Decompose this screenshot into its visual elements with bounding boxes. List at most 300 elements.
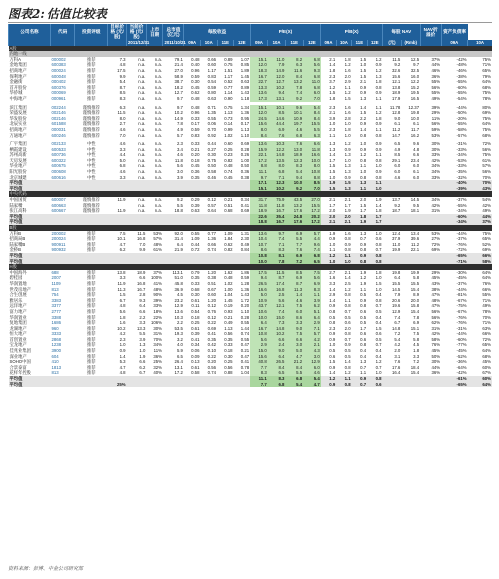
table-cell: 0.48 [191, 56, 200, 62]
table-cell: 3.3 [119, 174, 126, 180]
table-cell: 45% [431, 275, 441, 281]
table-cell: 恒大地产 [9, 331, 27, 337]
table-cell: 0.69 [207, 325, 217, 331]
table-cell: 5.6 [268, 298, 286, 304]
table-cell: 华侨城 [9, 90, 23, 96]
table-cell: 4.4 [303, 236, 321, 242]
table-cell: 5.7 [303, 331, 321, 337]
table-cell: 0.44 [207, 141, 217, 147]
header-subcell: 09A [441, 40, 467, 46]
table-cell: 18.1 [410, 208, 420, 214]
table-cell: -58% [456, 126, 467, 132]
table-cell: 1.5 [375, 325, 382, 331]
table-cell: 13.1 [174, 364, 183, 370]
table-cell: 4.5 [176, 292, 183, 298]
table-cell: n.a. [138, 110, 146, 116]
table-cell: 0.74 [207, 247, 217, 253]
table-cell: 10.6 [250, 309, 268, 315]
table-cell: 1.8 [375, 115, 382, 121]
table-cell: 0.61 [191, 297, 200, 303]
table-cell: SOHO中国 [9, 359, 31, 365]
table-cell: -76% [456, 241, 467, 247]
table-cell: 0.7 [375, 247, 382, 253]
table-cell: 0.8 [329, 308, 336, 314]
table-cell: 7.8 [176, 121, 183, 127]
table-cell: 43% [431, 280, 441, 286]
table-cell: 11.9 [117, 280, 126, 286]
table-cell: 56% [482, 146, 491, 152]
table-cell: 5.9 [176, 348, 183, 354]
table-cell: 13.6 [174, 308, 183, 314]
table-cell: 9.2 [394, 202, 401, 208]
table-cell: 66% [468, 253, 492, 259]
table-cell: 15.4 [410, 308, 420, 314]
table-cell: 0.27 [207, 146, 217, 152]
table-cell: 56% [431, 84, 441, 90]
table-cell: 6.9 [285, 275, 303, 281]
table-cell: 69% [431, 247, 441, 253]
table-cell: 1.1 [367, 180, 382, 186]
table-cell: 6.7 [119, 297, 126, 303]
table-cell: 1.31 [240, 230, 250, 236]
table-cell: 0.7 [352, 382, 367, 388]
table-cell: 2.3 [329, 126, 336, 132]
table-cell: 0.21 [240, 348, 250, 354]
table-cell: 3.9 [303, 298, 321, 304]
table-cell: 0.8 [344, 292, 351, 298]
table-cell: 0.12 [207, 314, 217, 320]
table-cell: 6.5 [394, 141, 401, 147]
table-cell: 754 [51, 292, 59, 298]
table-cell: 11.3 [117, 286, 126, 292]
table-cell: -60% [441, 214, 467, 220]
table-cell: 4.6 [119, 126, 126, 132]
table-cell: 10.3 [174, 314, 183, 320]
table-cell: 0.83 [207, 73, 217, 79]
table-cell: 0.8 [360, 157, 367, 163]
table-cell: 0.6 [344, 320, 351, 326]
table-cell: 1.6 [344, 230, 351, 236]
table-cell: 68% [482, 353, 491, 359]
table-cell: 600533 [51, 146, 66, 152]
table-cell: 1.6 [344, 104, 351, 110]
table-cell: 0.5 [344, 353, 351, 359]
table-cell: 5.6 [303, 62, 321, 68]
table-cell: 53% [153, 230, 162, 236]
table-cell: 58% [468, 259, 492, 265]
table-cell: 600376 [51, 84, 66, 90]
table-cell: 1.36 [240, 110, 250, 116]
table-cell: 陆家嘴B [9, 241, 26, 247]
table-cell: -76% [456, 320, 467, 326]
table-cell: 8.3 [285, 163, 303, 169]
table-cell: 1.28 [240, 280, 250, 286]
table-cell: 1.2 [344, 62, 351, 68]
table-cell: n.a. [138, 146, 146, 152]
table-cell: 首创置业 [9, 336, 27, 342]
table-cell: 9.0 [285, 326, 303, 332]
table-cell: n.a. [154, 126, 162, 132]
table-cell: 13.3 [250, 85, 268, 91]
table-cell: 1.89 [240, 67, 250, 73]
table-cell: 0.9 [360, 121, 367, 127]
table-cell: 2.1 [321, 219, 336, 225]
table-cell: 1.1 [303, 292, 321, 298]
table-cell: 0.63 [207, 95, 217, 101]
table-cell: -61% [441, 376, 467, 382]
table-cell: 1.9 [352, 219, 367, 225]
table-cell: 中性 [86, 169, 96, 175]
table-cell: 11.6 [285, 68, 303, 74]
table-cell: 0.74 [224, 169, 233, 175]
table-cell: 0.95 [240, 115, 250, 121]
table-cell: 8.8 [250, 163, 268, 169]
table-cell: 1.2 [375, 110, 382, 116]
table-cell: 0.69 [240, 141, 250, 147]
table-cell: 8.6 [250, 247, 268, 253]
table-cell: -67% [456, 297, 467, 303]
table-cell: 43% [468, 186, 492, 192]
table-cell: n.a. [138, 197, 146, 203]
table-cell: 64% [482, 275, 491, 281]
table-cell: 8.5 [285, 270, 303, 276]
table-cell: 0.33 [224, 342, 233, 348]
table-cell: 5.4 [285, 382, 303, 388]
table-cell [217, 382, 234, 388]
table-cell: 华润置地 [9, 280, 27, 286]
table-cell: 0.9 [329, 236, 336, 242]
table-cell: 1.2 [360, 275, 367, 281]
table-cell: 0.48 [191, 95, 200, 101]
table-cell: 8.0 [250, 127, 268, 133]
table-cell: 900911 [51, 241, 66, 247]
table-cell: 1.1 [375, 104, 382, 110]
table-cell: 79% [482, 73, 491, 79]
table-cell: 0.8 [375, 174, 382, 180]
table-cell: 7.0 [119, 132, 126, 138]
table-cell: 1.5 [321, 186, 336, 192]
table-cell: n.a. [154, 56, 162, 62]
table-cell: 0.55 [207, 115, 217, 121]
table-cell: 1.1 [375, 152, 382, 158]
table-cell: 4.4 [119, 152, 126, 158]
table-cell: 8.0 [303, 163, 321, 169]
table-cell: 72% [482, 141, 491, 147]
table-cell: 1.20 [207, 297, 217, 303]
table-cell: 6.3 [303, 133, 321, 139]
table-cell: 滨江集团 [9, 104, 27, 110]
table-cell: 000024 [51, 67, 66, 73]
header-cell: P/B(X) [321, 24, 383, 40]
section-label: 内地一线 [9, 51, 493, 57]
table-cell: 6.6 [139, 275, 146, 281]
table-cell: 0.9 [329, 303, 336, 309]
table-cell: 谨慎推荐 [82, 208, 100, 214]
table-cell: n.a. [138, 169, 146, 175]
table-cell: 600736 [51, 152, 66, 158]
table-cell: 12.2 [410, 79, 420, 85]
table-cell: 推荐 [86, 84, 96, 90]
table-cell: 57% [153, 236, 162, 242]
table-cell: 59% [431, 126, 441, 132]
table-cell: 8.3 [303, 287, 321, 293]
table-cell: 0.75 [224, 62, 233, 68]
table-cell: 0.56 [224, 364, 233, 370]
table-cell [401, 382, 420, 388]
table-cell: 49% [482, 303, 491, 309]
table-cell: 19.9 [391, 247, 401, 253]
table-cell: 0.9 [360, 90, 367, 96]
table-cell: 平均值 [9, 376, 51, 382]
table-cell: 33% [431, 152, 441, 158]
table-cell: 2.7 [329, 269, 336, 275]
table-cell: 62% [431, 320, 441, 326]
table-cell: 6.0 [303, 90, 321, 96]
table-cell: 1.35 [207, 110, 217, 116]
table-cell: 推荐 [86, 297, 96, 303]
table-cell: 3.1 [394, 353, 401, 359]
table-cell: 7.6 [268, 133, 286, 139]
table-cell: 1.9 [329, 230, 336, 236]
table-cell: 0.8 [360, 174, 367, 180]
table-cell: 1.8 [375, 269, 382, 275]
table-cell: 11.9 [117, 208, 126, 214]
table-cell: 0.4 [360, 348, 367, 354]
table-cell: 14.8 [268, 152, 286, 158]
table-cell: 华发股份 [9, 115, 27, 121]
table-cell: 0.60 [207, 292, 217, 298]
table-cell: 71% [482, 297, 491, 303]
table-cell: 复地集团 [9, 320, 27, 326]
table-cell: 0.90 [224, 95, 233, 101]
header-cell: 每股 NAV [383, 24, 421, 40]
table-cell: 招商地产 [9, 67, 27, 73]
table-cell: 15.1 [410, 325, 420, 331]
table-cell [50, 382, 74, 388]
table-cell: 45% [431, 348, 441, 354]
table-cell: 604 [51, 353, 59, 359]
table-cell: 2.4 [268, 342, 286, 348]
table-cell: 56% [482, 169, 491, 175]
table-cell: 48% [431, 297, 441, 303]
table-cell: 6.1 [413, 121, 420, 127]
table-cell: 11.9 [117, 197, 126, 203]
table-cell: 54% [482, 197, 491, 203]
table-cell: 2.1 [329, 110, 336, 116]
table-cell: 陆家嘴 [9, 202, 23, 208]
table-cell: 8.2 [285, 57, 303, 63]
table-cell: n.a. [138, 126, 146, 132]
table-cell: 13.8 [117, 269, 126, 275]
table-cell: 0.22 [207, 353, 217, 359]
table-cell: 5.4 [285, 169, 303, 175]
table-cell: 43.5 [285, 197, 303, 203]
table-cell: 64% [468, 382, 492, 388]
table-cell: 0.23 [224, 152, 233, 158]
table-cell: 2.9 [250, 342, 268, 348]
table-cell: 1813 [51, 364, 61, 370]
table-cell: 3.0 [303, 354, 321, 360]
table-cell [163, 382, 184, 388]
table-cell: 15.5 [303, 203, 321, 209]
table-cell: 92.0 [174, 230, 183, 236]
table-cell: 34% [153, 342, 162, 348]
table-cell: 0.51 [224, 202, 233, 208]
table-cell: 推荐 [86, 308, 96, 314]
table-cell: 3.9 [329, 115, 336, 121]
table-cell: 8.1 [268, 253, 286, 259]
header-cell: 投资评级 [75, 24, 108, 40]
table-cell: 5.6 [176, 163, 183, 169]
table-cell: 688 [51, 269, 59, 275]
table-cell: 0.7 [360, 236, 367, 242]
table-cell: 2.1 [329, 197, 336, 203]
table-cell: 推荐 [86, 314, 96, 320]
table-cell: 推荐 [86, 269, 96, 275]
table-cell: 推荐 [86, 336, 96, 342]
table-cell: 75% [482, 152, 491, 158]
table-cell: 9.7 [250, 175, 268, 181]
table-cell: 69% [482, 247, 491, 253]
table-cell: 万科A [9, 56, 21, 62]
table-cell: 9.2 [394, 62, 401, 68]
table-cell: 6.9 [413, 320, 420, 326]
table-cell: 0.7 [360, 364, 367, 370]
table-cell: n.a. [154, 202, 162, 208]
table-cell: 22.6 [250, 214, 268, 220]
table-cell: 0.6 [329, 353, 336, 359]
table-cell: 0.39 [191, 202, 200, 208]
table-cell: 0.45 [191, 163, 200, 169]
table-cell: 6.6 [285, 337, 303, 343]
table-cell: 谨慎推荐 [82, 202, 100, 208]
table-cell: 18.9 [250, 208, 268, 214]
header-subcell: 12E [367, 40, 382, 46]
table-cell: -77% [456, 342, 467, 348]
table-cell: 5.6 [119, 308, 126, 314]
header-cell: 当前价格 (元/股) [127, 24, 147, 40]
table-cell: 0.47 [240, 353, 250, 359]
table-cell: 12.0 [250, 110, 268, 116]
table-cell: 1.9 [360, 280, 367, 286]
table-cell: 11.2 [411, 241, 420, 247]
table-cell: n.a. [138, 121, 146, 127]
table-cell: n.a. [138, 174, 146, 180]
table-cell: 0.4 [375, 314, 382, 320]
table-cell: 71% [482, 62, 491, 68]
table-cell: 6.6 [139, 359, 146, 365]
table-cell: 34% [431, 197, 441, 203]
table-cell: 32.6 [391, 67, 401, 73]
table-cell: 30% [431, 359, 441, 365]
table-cell: 1.4 [285, 292, 303, 298]
table-cell: 1.7 [329, 157, 336, 163]
figure-text: 估值比较表 [46, 6, 107, 21]
table-cell: -45% [456, 348, 467, 354]
table-cell: 7.2 [285, 259, 303, 265]
table-cell: n.a. [154, 197, 162, 203]
table-cell: 64% [482, 121, 491, 127]
table-cell: 0.80 [207, 90, 217, 96]
table-cell: 30% [431, 141, 441, 147]
table-cell: 0.9 [360, 84, 367, 90]
table-cell: 39.6 [410, 236, 420, 242]
table-cell: 1.0 [375, 370, 382, 376]
table-cell: 0.7 [344, 308, 351, 314]
table-cell: 410 [51, 359, 59, 365]
table-cell: 0.89 [240, 84, 250, 90]
table-cell: 48% [153, 241, 162, 247]
table-cell: 6.8 [303, 253, 321, 259]
table-cell: 0.52 [224, 79, 233, 85]
table-cell: 金桥B [9, 247, 21, 253]
table-cell: 10.0 [285, 180, 303, 186]
table-cell: 0.9 [375, 169, 382, 175]
table-cell: 813 [51, 286, 59, 292]
table-cell: 1.04 [224, 292, 233, 298]
table-cell: 2.0 [336, 214, 351, 220]
table-cell: n.a. [138, 56, 146, 62]
table-cell: 19.7 [285, 121, 303, 127]
table-cell: 200024 [51, 236, 66, 242]
table-cell: 1.4 [344, 275, 351, 281]
table-cell: 花样年控股 [9, 370, 31, 376]
section-label: 中央代码 [9, 191, 493, 197]
table-cell: 12.3 [285, 158, 303, 164]
table-cell: 0.73 [224, 115, 233, 121]
table-cell: 27.0 [174, 67, 183, 73]
table-cell: 72% [431, 241, 441, 247]
table-cell: 2.0 [360, 197, 367, 203]
table-cell: 8.4 [285, 365, 303, 371]
table-cell: 1.0 [329, 174, 336, 180]
table-cell: -76% [456, 314, 467, 320]
table-cell: 9.6 [413, 141, 420, 147]
table-cell: 1.72 [240, 297, 250, 303]
table-cell: 0.61 [191, 364, 200, 370]
table-cell: 51.0 [174, 275, 183, 281]
table-cell: 1.4 [329, 62, 336, 68]
table-cell: 11.2 [392, 126, 401, 132]
table-cell: 16.8 [137, 236, 146, 242]
table-cell: -60% [456, 336, 467, 342]
table-cell: 4.6 [285, 127, 303, 133]
table-cell: 78% [482, 308, 491, 314]
table-cell: 1.34 [240, 104, 250, 110]
table-cell: 600007 [51, 197, 66, 203]
table-cell: 谨慎推荐 [82, 132, 100, 138]
table-cell: 113.1 [172, 269, 183, 275]
table-cell: 0.63 [191, 208, 200, 214]
table-cell: 1.5 [119, 292, 126, 298]
table-cell: -35% [456, 169, 467, 175]
table-cell: 13.0 [285, 147, 303, 153]
table-cell: 1.3 [344, 169, 351, 175]
table-cell: -46% [456, 67, 467, 73]
table-cell: 0.17 [191, 121, 200, 127]
table-cell: 0.82 [224, 247, 233, 253]
table-cell: n.a. [154, 110, 162, 116]
table-cell: 65% [482, 342, 491, 348]
table-cell: 中国国贸 [9, 197, 27, 203]
table-cell: 0.30 [207, 152, 217, 158]
table-cell: 16.0 [410, 73, 420, 79]
table-cell: 中性 [86, 152, 96, 158]
table-cell: 1.0 [375, 286, 382, 292]
table-cell: 34% [431, 169, 441, 175]
table-cell: -48% [456, 62, 467, 68]
table-cell: 1.5 [360, 110, 367, 116]
